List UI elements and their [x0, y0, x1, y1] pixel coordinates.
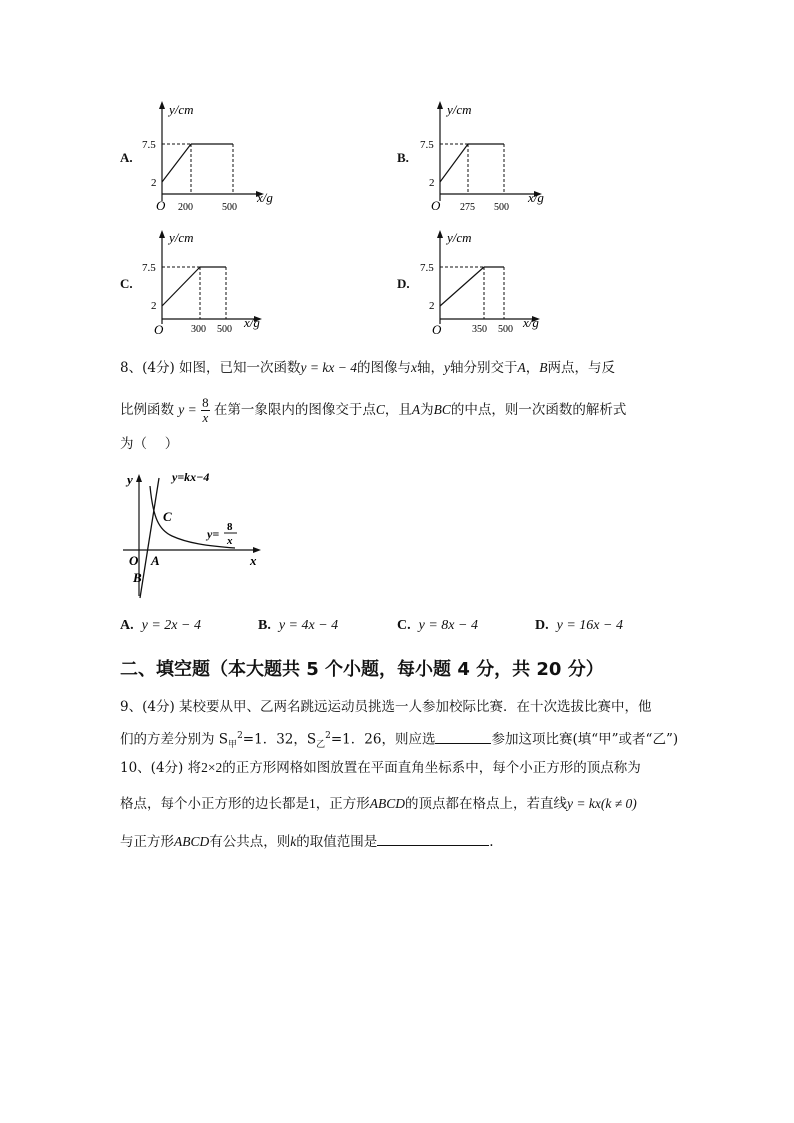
q8-choice-b[interactable]: B. y = 4x − 4	[258, 618, 339, 633]
y-tick-low: 2	[151, 177, 157, 189]
origin-label: O	[432, 322, 442, 337]
fig-hyp-num: 8	[227, 521, 233, 533]
y-axis-label: y/cm	[169, 102, 194, 117]
graph-option-a	[138, 98, 288, 218]
q10-line1: 10、(4分) 将2×2的正方形网格如图放置在平面直角坐标系中，每个小正方形的顶点称为	[120, 760, 641, 776]
x-tick-mid: 350	[472, 324, 487, 335]
x-tick-mid: 300	[191, 324, 206, 335]
option-a-letter: A.	[120, 150, 133, 165]
origin-label: O	[431, 198, 441, 213]
q9-line2: 们的方差分别为 $S_甲^2=1$．32，$S_乙^2=1$．26，则应选 参加这项比赛(填“甲”或者“乙”)	[120, 726, 678, 755]
q8-choice-c[interactable]: C. y = 8x − 4	[397, 618, 478, 633]
graph-option-b	[416, 98, 566, 218]
y-tick-low: 2	[151, 300, 157, 312]
q9-answer-blank[interactable]	[435, 729, 491, 744]
q9-line1: 9、(4分) 某校要从甲、乙两名跳远运动员挑选一人参加校际比赛．在十次选拔比赛中，他	[120, 699, 652, 715]
graph-option-d	[416, 224, 566, 340]
option-b-letter: B.	[397, 150, 409, 165]
y-tick-high: 7.5	[142, 262, 156, 274]
fig-y-label: y	[127, 472, 133, 487]
x-tick-mid: 200	[178, 202, 193, 213]
q8-choice-a[interactable]: A. y = 2x − 4	[120, 618, 201, 633]
graph-option-c	[138, 224, 288, 340]
q8-line3: 为（ ）	[120, 436, 179, 452]
option-d-letter: D.	[397, 276, 410, 291]
q8-line2: 比例函数 y = $\frac{8}{x}$ 在第一象限内的图像交于点C，且A为BC的中点，则一次函数的解析式	[120, 395, 627, 425]
fig-c-label: C	[163, 509, 172, 524]
y-axis-label: y/cm	[169, 230, 194, 245]
x-axis-label: x/g	[528, 190, 544, 205]
fig-hyp-den: x	[227, 535, 233, 547]
y-tick-high: 7.5	[420, 262, 434, 274]
fig-hyp-lhs: y=	[207, 527, 220, 541]
x-tick-end: 500	[494, 202, 509, 213]
fraction-8-over-x: $\frac{8}{x}$	[202, 395, 209, 425]
fig-x-label: x	[250, 553, 257, 568]
option-c-letter: C.	[120, 276, 133, 291]
fig-line-label: y=kx−4	[172, 470, 210, 484]
q8-figure	[117, 468, 267, 600]
origin-label: O	[156, 198, 166, 213]
q8-choice-d[interactable]: D. y = 16x − 4	[535, 618, 623, 633]
y-axis-label: y/cm	[447, 230, 472, 245]
x-tick-end: 500	[498, 324, 513, 335]
q10-line3: 与正方形ABCD有公共点，则k的取值范围是 .	[120, 831, 494, 852]
y-tick-high: 7.5	[420, 139, 434, 151]
y-tick-low: 2	[429, 300, 435, 312]
fig-a-label: A	[151, 553, 160, 568]
section-title-fill-in: 二、填空题（本大题共 5 个小题，每小题 4 分，共 20 分）	[120, 659, 604, 680]
origin-label: O	[154, 322, 164, 337]
x-axis-label: x/g	[244, 315, 260, 330]
fig-o-label: O	[129, 553, 139, 568]
x-tick-mid: 275	[460, 202, 475, 213]
y-axis-label: y/cm	[447, 102, 472, 117]
q10-answer-blank[interactable]	[377, 831, 489, 846]
x-tick-end: 500	[222, 202, 237, 213]
y-tick-high: 7.5	[142, 139, 156, 151]
q10-line2: 格点，每个小正方形的边长都是1，正方形ABCD的顶点都在格点上，若直线y = kx(k ≠ 0)	[120, 796, 637, 812]
x-axis-label: x/g	[523, 315, 539, 330]
q8-line1: 8、(4分) 如图，已知一次函数y = kx − 4的图像与x轴，y轴分别交于A，B两点，与反	[120, 360, 615, 376]
x-axis-label: x/g	[257, 190, 273, 205]
y-tick-low: 2	[429, 177, 435, 189]
x-tick-end: 500	[217, 324, 232, 335]
fig-b-label: B	[133, 570, 142, 585]
